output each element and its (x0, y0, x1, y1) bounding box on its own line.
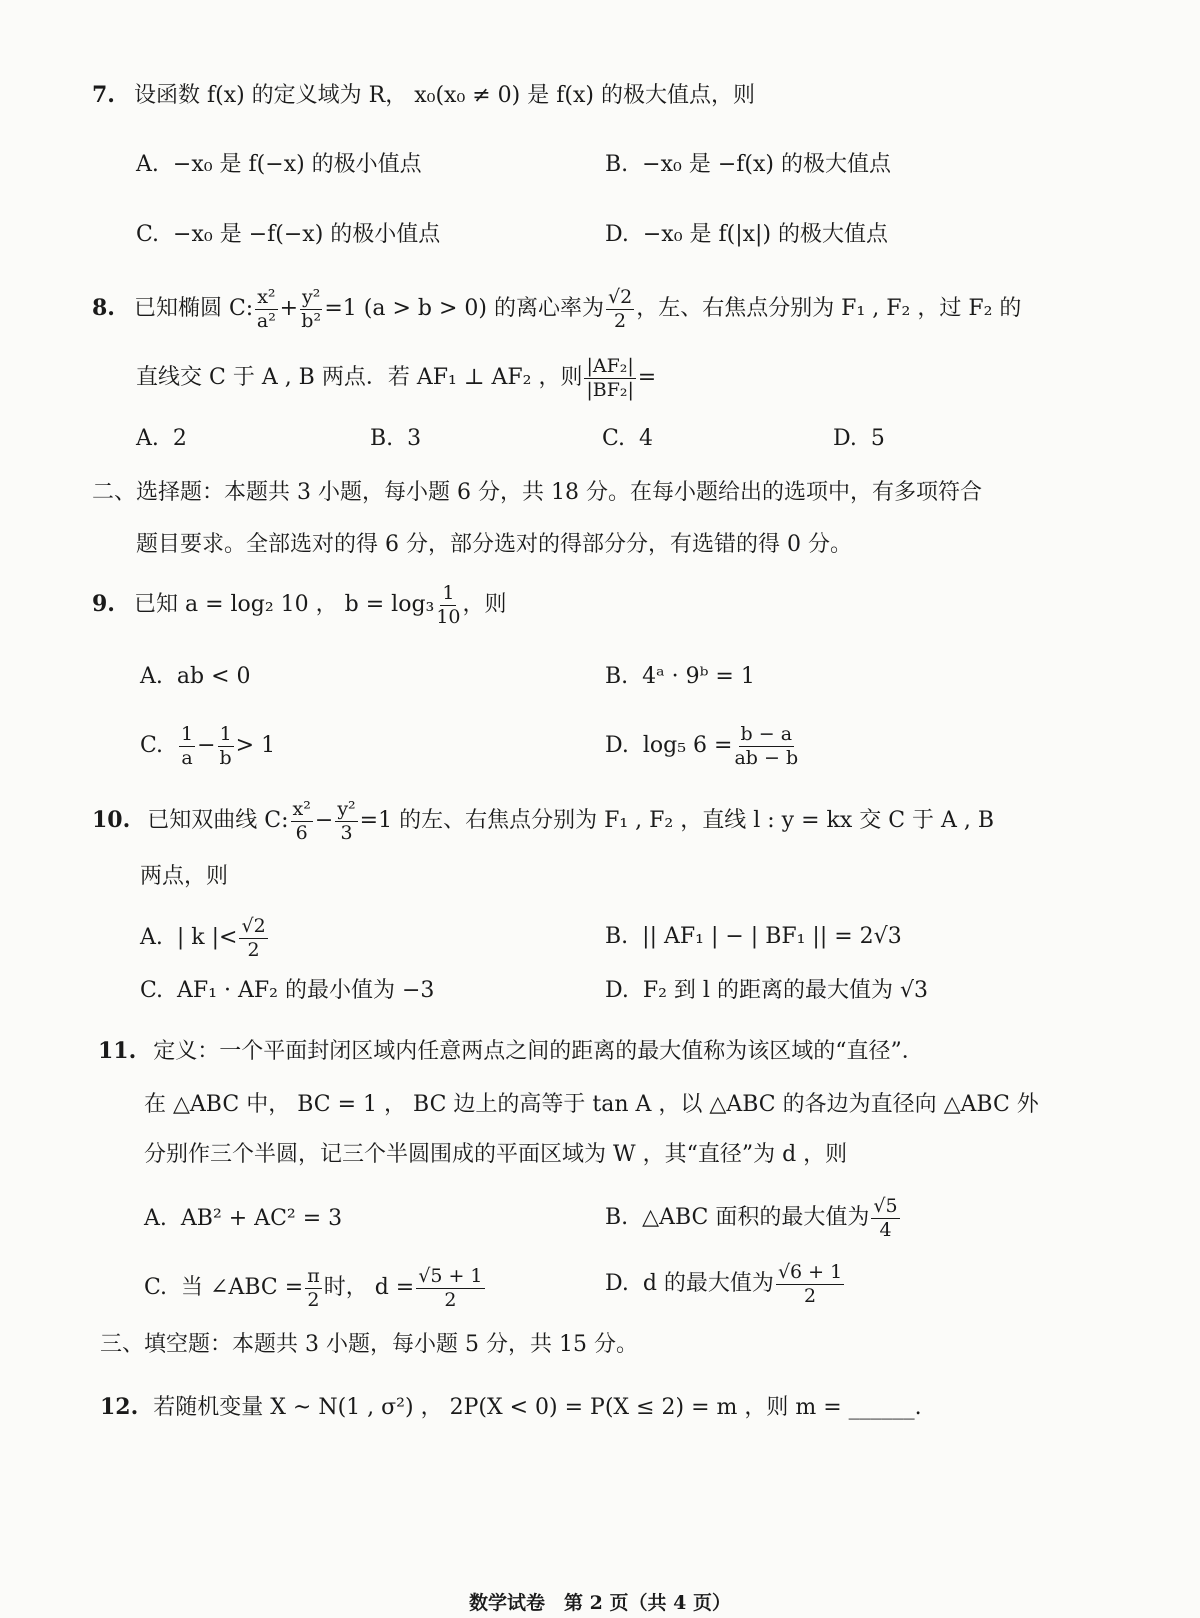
q7-option-d (605, 220, 888, 250)
q11-option-c (144, 1262, 487, 1314)
option-text: 时， d = (323, 1275, 415, 1300)
denominator: 2 (444, 1288, 457, 1311)
page-footer: 数学试卷 第 2 页（共 4 页） (469, 1592, 731, 1614)
q9-option-a (140, 662, 251, 692)
question-9-stem (92, 578, 507, 631)
option-label: D. (605, 733, 629, 758)
question-text: =1 (a > b > 0) 的离心率为 (324, 296, 604, 321)
numerator: y² (337, 797, 356, 820)
option-label: C. (140, 733, 164, 758)
fraction (300, 285, 322, 332)
option-text: 4 (639, 426, 654, 451)
denominator: ab − b (734, 746, 799, 769)
question-number: 11. (98, 1038, 137, 1064)
option-label: B. (605, 1205, 629, 1230)
denominator: b (219, 746, 232, 769)
question-text: ，左、右焦点分别为 F₁ , F₂ ，过 F₂ 的 (636, 296, 1022, 321)
option-text: AF₁ · AF₂ 的最小值为 −3 (177, 978, 435, 1003)
fraction (776, 1260, 844, 1307)
q10-option-b (605, 922, 902, 952)
q8-option-d (833, 424, 885, 454)
question-12-stem (100, 1392, 922, 1423)
option-text: 5 (870, 426, 885, 451)
option-label: B. (605, 152, 629, 177)
option-text: 当 ∠ABC = (181, 1275, 304, 1300)
question-text: 已知椭圆 C: (133, 296, 254, 321)
numerator: y² (302, 285, 321, 308)
question-number: 8. (92, 295, 115, 321)
denominator: 3 (340, 821, 353, 844)
denominator: 2 (804, 1284, 817, 1307)
fraction (606, 285, 634, 332)
numerator: x² (257, 285, 276, 308)
question-number: 9. (92, 591, 115, 617)
option-label: A. (136, 152, 159, 177)
option-text: || AF₁ | − | BF₁ || = 2√3 (642, 924, 902, 949)
q9-option-d (605, 720, 800, 772)
q10-option-c (140, 976, 434, 1006)
option-label: D. (605, 1271, 629, 1296)
question-11-stem (98, 1036, 924, 1067)
question-text: 定义：一个平面封闭区域内任意两点之间的距离的最大值称为该区域的“直径”． (153, 1039, 924, 1064)
question-number: 10. (92, 807, 131, 833)
option-text: −x₀ 是 f(−x) 的极小值点 (172, 152, 422, 177)
fraction (871, 1194, 899, 1241)
denominator: 2 (247, 938, 260, 961)
numerator: √5 + 1 (418, 1264, 483, 1287)
option-text: | k |< (176, 925, 238, 950)
fraction (291, 797, 313, 844)
option-text: 3 (407, 426, 422, 451)
option-label: D. (605, 222, 629, 247)
question-text: 已知 a = log₂ 10 ， b = log₃ (133, 592, 435, 617)
option-text: −x₀ 是 f(|x|) 的极大值点 (642, 222, 889, 247)
numerator: π (307, 1264, 320, 1287)
numerator: √6 + 1 (777, 1260, 843, 1283)
question-11-line3: 分别作三个半圆，记三个半圆围成的平面区域为 W ，其“直径”为 d ，则 (144, 1142, 848, 1167)
question-number: 7. (92, 82, 115, 108)
q11-option-d (605, 1258, 846, 1310)
denominator: |BF₂| (586, 378, 634, 401)
question-10-line2: 两点，则 (140, 864, 229, 889)
numerator: 1 (181, 722, 194, 745)
numerator: √2 (607, 285, 633, 308)
option-text: 2 (172, 426, 187, 451)
section-2-instructions: 题目要求。全部选对的得 6 分，部分选对的得部分分，有选错的得 0 分。 (136, 532, 852, 557)
numerator: 1 (442, 581, 455, 604)
fraction (436, 581, 461, 628)
denominator: 6 (295, 821, 308, 844)
q8-option-a (136, 424, 187, 454)
question-text: 设函数 f(x) 的定义域为 R， x₀(x₀ ≠ 0) 是 f(x) 的极大值点，则 (133, 83, 755, 108)
option-label: A. (136, 426, 159, 451)
option-text: AB² + AC² = 3 (180, 1206, 343, 1231)
fraction (305, 1264, 322, 1311)
option-label: D. (833, 426, 857, 451)
q9-option-b (605, 662, 755, 692)
q10-option-a (140, 912, 270, 964)
fraction (584, 354, 635, 401)
question-11-line2: 在 △ABC 中， BC = 1 ， BC 边上的高等于 tan A ，以 △ABC 的各边为直径向 △ABC 外 (144, 1092, 1039, 1117)
fraction (218, 722, 234, 769)
question-number: 12. (100, 1394, 139, 1420)
option-text: 4ᵃ · 9ᵇ = 1 (642, 664, 755, 689)
question-text: 若随机变量 X ~ N(1 , σ²) ， 2P(X < 0) = P(X ≤ 2) = m ，则 m = ______. (153, 1395, 922, 1420)
denominator: 4 (879, 1218, 892, 1241)
fraction (239, 914, 267, 961)
numerator: 1 (219, 722, 232, 745)
option-label: A. (140, 925, 163, 950)
option-label: A. (140, 664, 163, 689)
question-text: =1 的左、右焦点分别为 F₁ , F₂ ，直线 l : y = kx 交 C 于 A , B (359, 808, 995, 833)
q7-option-b (605, 150, 891, 180)
question-text: 直线交 C 于 A , B 两点．若 AF₁ ⊥ AF₂ ，则 (136, 365, 583, 390)
q10-option-d (605, 976, 928, 1006)
q11-option-a (144, 1204, 342, 1234)
question-8-line2 (136, 350, 656, 406)
fraction (179, 722, 195, 769)
denominator: 10 (436, 605, 461, 628)
q9-option-c (140, 720, 275, 772)
fraction (734, 722, 799, 769)
option-text: −x₀ 是 −f(x) 的极大值点 (642, 152, 891, 177)
denominator: a² (256, 309, 276, 332)
option-label: D. (605, 978, 629, 1003)
option-text: ab < 0 (176, 664, 251, 689)
option-text: △ABC 面积的最大值为 (642, 1205, 870, 1230)
q7-option-c (136, 220, 440, 250)
denominator: 2 (614, 309, 627, 332)
option-label: B. (605, 924, 629, 949)
option-label: C. (602, 426, 626, 451)
fraction (416, 1264, 484, 1311)
option-text: log₅ 6 = (642, 733, 733, 758)
numerator: √5 (873, 1194, 898, 1217)
question-text: = (637, 365, 657, 390)
fraction (255, 285, 277, 332)
question-10-stem (92, 794, 994, 847)
option-text: −x₀ 是 −f(−x) 的极小值点 (173, 222, 441, 247)
q7-option-a (136, 150, 422, 180)
option-text: F₂ 到 l 的距离的最大值为 √3 (642, 978, 928, 1003)
operator: + (279, 296, 298, 321)
denominator: a (181, 746, 193, 769)
question-8-stem (92, 282, 1021, 335)
operator: − (197, 733, 216, 758)
numerator: x² (292, 797, 311, 820)
numerator: |AF₂| (586, 354, 634, 377)
option-label: A. (144, 1206, 167, 1231)
denominator: 2 (307, 1288, 320, 1311)
numerator: √2 (241, 914, 266, 937)
denominator: b² (301, 309, 322, 332)
question-text: ，则 (462, 592, 507, 617)
operator: − (314, 808, 334, 833)
option-label: C. (144, 1275, 168, 1300)
option-label: B. (370, 426, 394, 451)
q8-option-b (370, 424, 421, 454)
option-text: > 1 (235, 733, 276, 758)
option-label: C. (140, 978, 164, 1003)
question-text: 已知双曲线 C: (147, 808, 289, 833)
question-7-stem (92, 80, 755, 111)
section-3-heading: 三、填空题：本题共 3 小题，每小题 5 分，共 15 分。 (100, 1332, 638, 1357)
option-label: C. (136, 222, 160, 247)
section-2-heading: 二、选择题：本题共 3 小题，每小题 6 分，共 18 分。在每小题给出的选项中，有多项符合 (92, 480, 982, 505)
q11-option-b (605, 1192, 902, 1244)
option-label: B. (605, 664, 629, 689)
numerator: b − a (740, 722, 793, 745)
q8-option-c (602, 424, 653, 454)
option-text: d 的最大值为 (642, 1271, 774, 1296)
fraction (335, 797, 357, 844)
